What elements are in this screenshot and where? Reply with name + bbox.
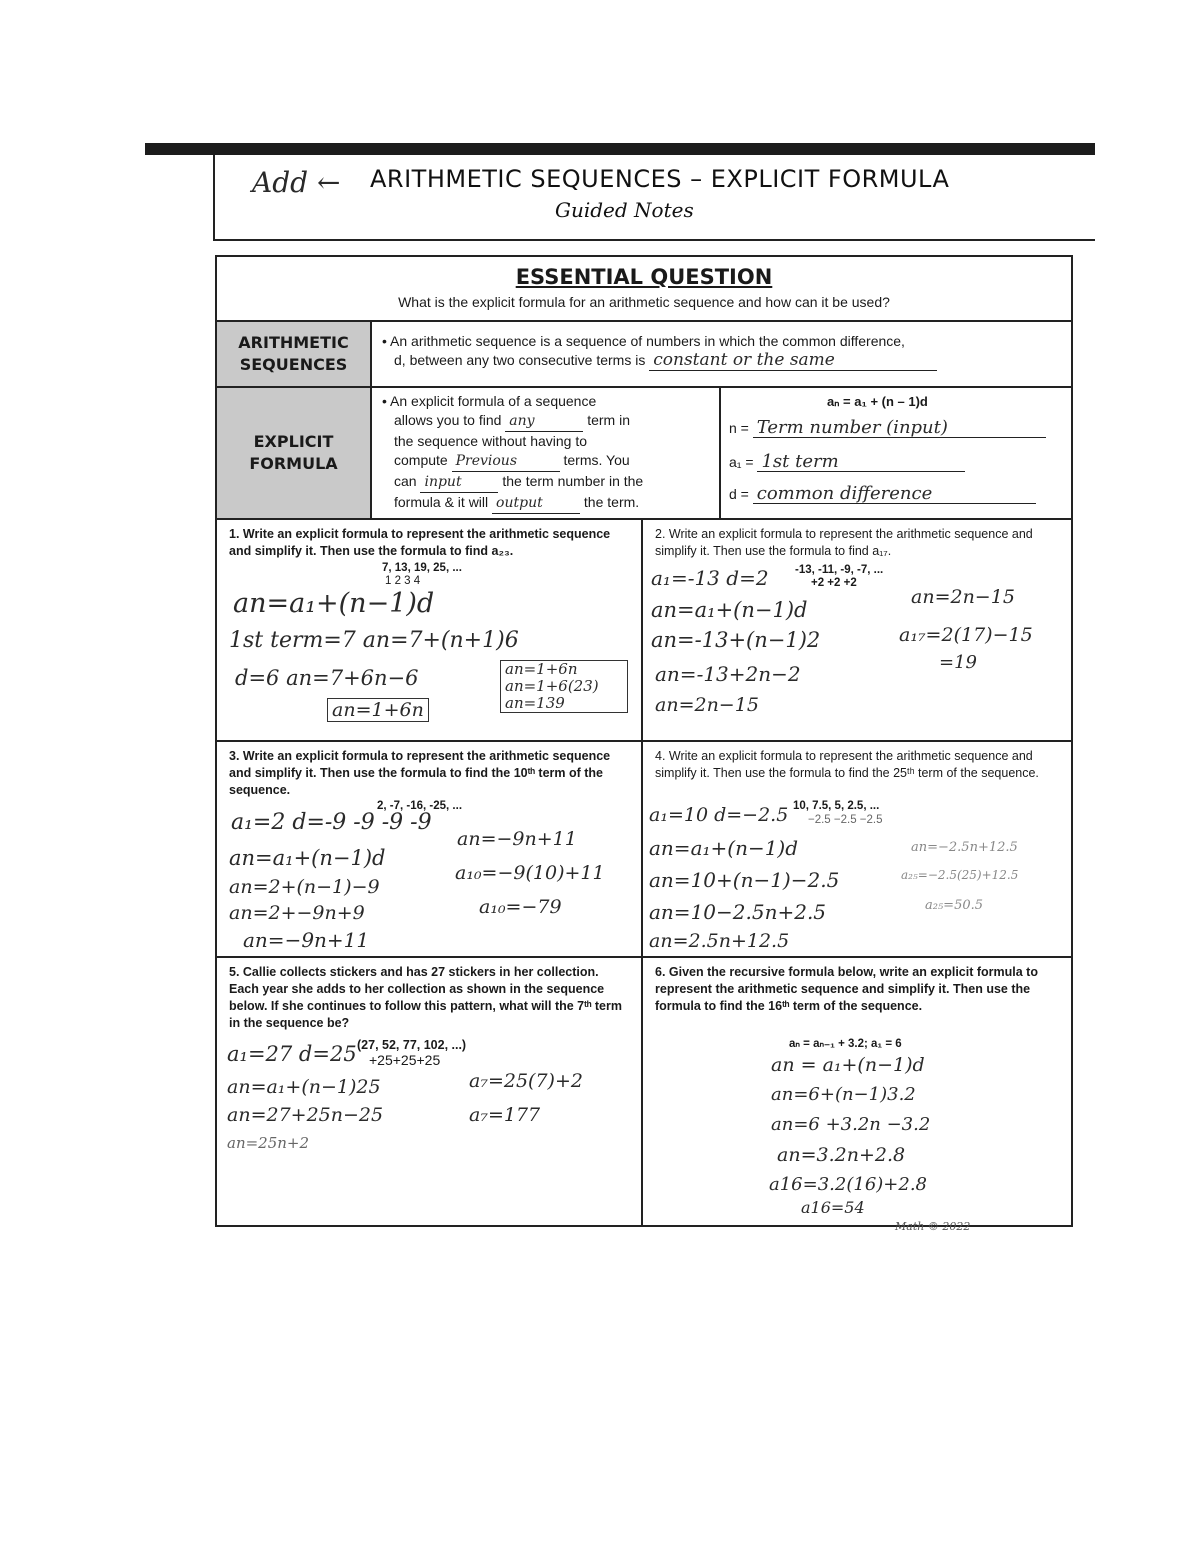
explicit-label-line2: FORMULA [249, 454, 338, 473]
exp-line-2b: term in [587, 412, 630, 428]
a1-value: 1st term [757, 452, 965, 472]
problem-2-differences: +2 +2 +2 [811, 577, 857, 589]
problem-6-text: 6. Given the recursive formula below, write an explicit formula to represent the arithmetic sequence and simplify it. Then use the formula to find the 16ᵗʰ term of the sequence. [655, 965, 1038, 1013]
problem-2-work-2: an=a₁+(n−1)d [651, 598, 808, 622]
problem-4-work-1: a₁=10 d=−2.5 [649, 804, 789, 826]
exp-line-1: An explicit formula of a sequence [390, 393, 597, 409]
a1-label: a₁ = [729, 454, 754, 470]
footer-copyright: Math © 2022 [895, 1220, 971, 1233]
explicit-divider [719, 388, 721, 518]
problem-2-text: 2. Write an explicit formula to represent the arithmetic sequence and simplify it. Then use the formula to find a₁₇. [655, 527, 1033, 558]
top-border-bar [145, 143, 1095, 155]
problem-2-result-3: =19 [939, 652, 977, 673]
problem-3-result-3: a₁₀=−79 [479, 896, 562, 918]
page-subtitle: Guided Notes [555, 198, 694, 222]
worksheet [215, 255, 1073, 1227]
essential-question-title: ESSENTIAL QUESTION [515, 265, 773, 289]
a1-definition [729, 452, 965, 472]
n-definition [729, 418, 1046, 438]
explicit-label [217, 388, 372, 518]
arithmetic-label-line1: ARITHMETIC [238, 333, 349, 352]
problem-4-text: 4. Write an explicit formula to represent the arithmetic sequence and simplify it. Then use the formula to find the 25ᵗʰ term of the sequence. [655, 749, 1039, 780]
problem-1-answer: an=1+6n [327, 698, 429, 722]
problem-4-sequence: 10, 7.5, 5, 2.5, ... [793, 800, 880, 812]
exp-line-5a: can [394, 473, 417, 489]
problem-3-result-2: a₁₀=−9(10)+11 [455, 862, 605, 884]
exp-blank-any: any [505, 412, 583, 432]
problem-3-work-1: a₁=2 d=-9 -9 -9 -9 [231, 810, 432, 835]
problem-5 [217, 956, 641, 1227]
problem-1-result-2: an=1+6(23) [505, 677, 599, 695]
handwritten-add-note: Add ← [252, 166, 341, 199]
problem-4-work-3: an=10+(n−1)−2.5 [649, 868, 840, 892]
problem-1-result-3: an=139 [505, 694, 565, 712]
exp-blank-input: input [420, 473, 498, 493]
exp-blank-previous: Previous [452, 452, 560, 472]
problem-4 [643, 740, 1071, 956]
explicit-formula: aₙ = a₁ + (n – 1)d [827, 394, 928, 409]
arithmetic-definition: • An arithmetic sequence is a sequence of numbers in which the common difference, d, between any two consecutive terms is constant or the same [382, 332, 937, 371]
problem-5-sequence: (27, 52, 77, 102, ...) [357, 1038, 467, 1052]
problem-2-result-2: a₁₇=2(17)−15 [899, 624, 1033, 646]
problem-2-work-1: a₁=-13 d=2 [651, 566, 769, 590]
problem-2 [643, 518, 1071, 740]
problem-5-result-2: a₇=177 [469, 1104, 541, 1126]
arithmetic-label [217, 322, 372, 386]
problem-6-work-2: an=6+(n−1)3.2 [771, 1084, 916, 1105]
problem-5-work-1: a₁=27 d=25 [227, 1042, 357, 1066]
problem-6-work-4: an=3.2n+2.8 [777, 1144, 906, 1166]
exp-line-2a: allows you to find [394, 412, 502, 428]
problem-3-work-3: an=2+(n−1)−9 [229, 876, 380, 898]
problem-3 [217, 740, 641, 956]
problem-5-text: 5. Callie collects stickers and has 27 stickers in her collection. Each year she adds to her collection as shown in the sequence below. If she continues to follow this pattern, what will the 7ᵗʰ term in the sequence be? [229, 965, 622, 1030]
problem-1-work-1: an=a₁+(n−1)d [233, 588, 435, 619]
problem-4-differences: −2.5 −2.5 −2.5 [808, 814, 883, 826]
problem-6 [643, 956, 1071, 1227]
problem-1-work-2: 1st term=7 an=7+(n+1)6 [229, 628, 519, 653]
problem-1-indices: 1 2 3 4 [385, 575, 421, 587]
problem-3-work-4: an=2+−9n+9 [229, 902, 365, 924]
problem-3-work-5: an=−9n+11 [243, 928, 370, 952]
exp-line-4b: terms. You [563, 452, 630, 468]
problem-4-work-2: an=a₁+(n−1)d [649, 836, 799, 860]
problem-3-text: 3. Write an explicit formula to represent the arithmetic sequence and simplify it. Then use the formula to find the 10ᵗʰ term of the sequence. [229, 749, 611, 797]
page-title: ARITHMETIC SEQUENCES – EXPLICIT FORMULA [370, 165, 950, 193]
exp-line-4a: compute [394, 452, 448, 468]
problem-6-work-3: an=6 +3.2n −3.2 [771, 1114, 931, 1135]
problem-4-work-4: an=10−2.5n+2.5 [649, 900, 827, 924]
d-value: common difference [753, 484, 1036, 504]
problem-4-result-3: a₂₅=50.5 [925, 898, 984, 913]
problem-3-work-2: an=a₁+(n−1)d [229, 846, 386, 870]
explicit-definition: • An explicit formula of a sequence allows you to find any term in the sequence without having to compute Previous terms. You can input the term number in the formula & it will output the term. [382, 392, 717, 514]
problem-2-sequence: -13, -11, -9, -7, ... [795, 564, 884, 576]
problem-6-recursive-formula: aₙ = aₙ₋₁ + 3.2; a₁ = 6 [789, 1038, 902, 1050]
problem-6-work-1: an = a₁+(n−1)d [771, 1054, 925, 1076]
exp-line-3: the sequence without having to [394, 433, 588, 449]
problem-1-result-box [500, 660, 628, 713]
essential-question-text: What is the explicit formula for an arithmetic sequence and how can it be used? [398, 294, 890, 310]
problem-1-sequence: 7, 13, 19, 25, ... [382, 562, 462, 574]
arith-blank: constant or the same [649, 351, 937, 371]
problem-5-result-1: a₇=25(7)+2 [469, 1070, 583, 1092]
arith-text-1: An arithmetic sequence is a sequence of numbers in which the common difference, [390, 333, 905, 349]
problem-3-result-1: an=−9n+11 [457, 828, 577, 850]
problem-2-work-5: an=2n−15 [655, 694, 759, 716]
problem-4-work-5: an=2.5n+12.5 [649, 930, 790, 952]
problem-5-work-4: an=25n+2 [227, 1134, 310, 1152]
problem-6-work-5: a16=3.2(16)+2.8 [769, 1174, 928, 1195]
problem-1-work-3: d=6 an=7+6n−6 [235, 666, 419, 690]
exp-line-6b: the term. [583, 494, 640, 510]
problem-1-result-1: an=1+6n [505, 660, 578, 678]
problem-5-differences: +25+25+25 [369, 1052, 441, 1068]
problem-5-work-2: an=a₁+(n−1)25 [227, 1076, 381, 1098]
explicit-label-line1: EXPLICIT [253, 432, 334, 451]
problem-4-result-2: a₂₅=−2.5(25)+12.5 [901, 868, 1019, 882]
arithmetic-label-line2: SEQUENCES [239, 355, 348, 374]
d-definition [729, 484, 1036, 504]
arithmetic-sequences-row [217, 320, 1071, 386]
problem-5-work-3: an=27+25n−25 [227, 1104, 384, 1126]
explicit-formula-row [217, 386, 1071, 518]
arith-text-2: d, between any two consecutive terms is [394, 352, 646, 368]
problem-2-work-3: an=-13+(n−1)2 [651, 628, 821, 652]
d-label: d = [729, 486, 749, 502]
problem-3-sequence: 2, -7, -16, -25, ... [377, 800, 463, 812]
problem-2-result-1: an=2n−15 [911, 586, 1015, 608]
problem-4-result-1: an=−2.5n+12.5 [911, 840, 1018, 855]
exp-line-6a: formula & it will [394, 494, 489, 510]
exp-line-5b: the term number in the [502, 473, 644, 489]
problem-6-answer: a16=54 [801, 1198, 865, 1217]
exp-blank-output: output [492, 494, 580, 514]
problem-2-work-4: an=-13+2n−2 [655, 662, 801, 686]
n-label: n = [729, 420, 749, 436]
problem-1-text: 1. Write an explicit formula to represent the arithmetic sequence and simplify it. Then use the formula to find a₂₃. [229, 527, 611, 558]
n-value: Term number (input) [753, 418, 1046, 438]
problem-1 [217, 518, 641, 740]
